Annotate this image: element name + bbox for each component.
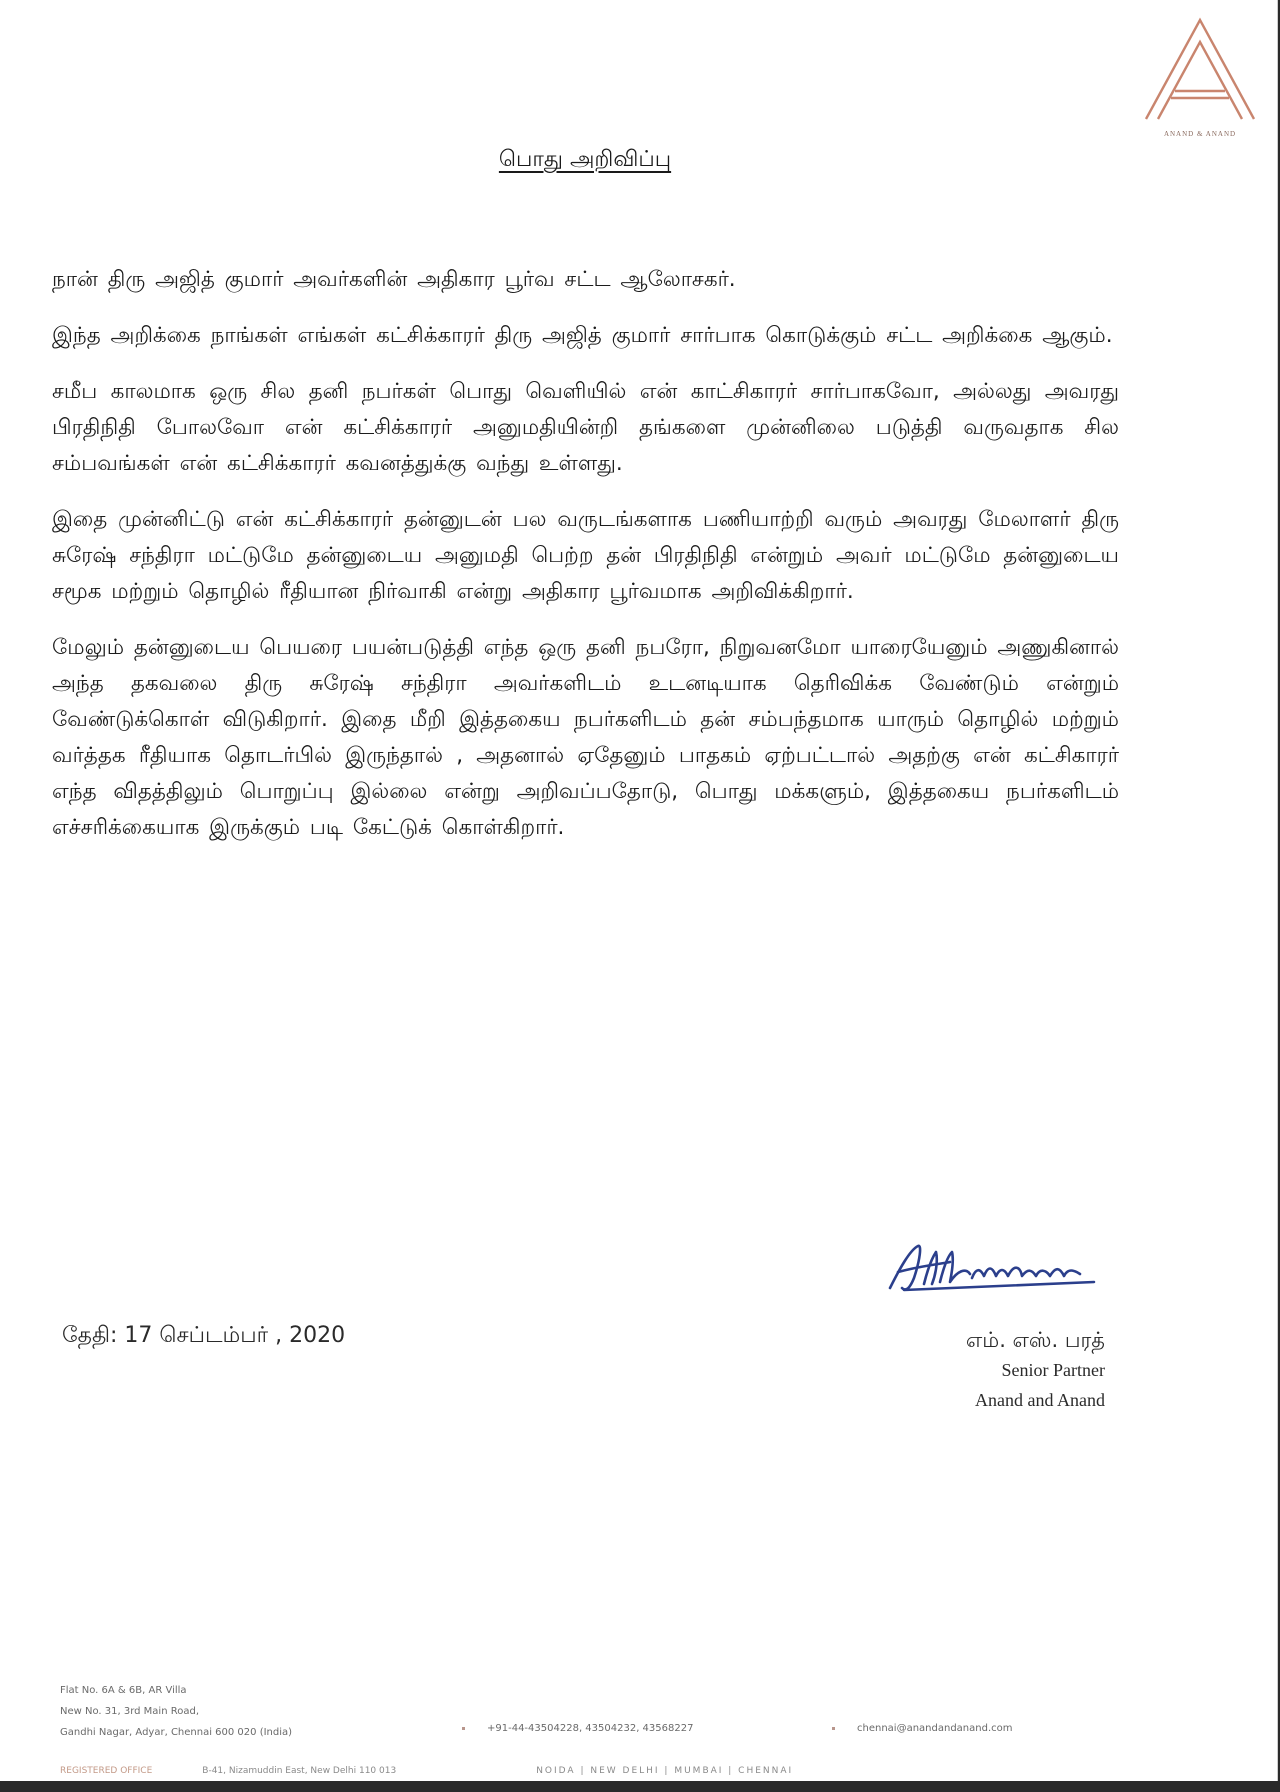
signer-name: எம். எஸ். பரத் bbox=[965, 1328, 1105, 1352]
paragraph-3: சமீப காலமாக ஒரு சில தனி நபர்கள் பொது வெளியில் என் காட்சிகாரர் சார்பாகவோ, அல்லது அவரது பிரதிநிதி போலவோ என் கட்சிக்காரர் அனுமதியின்றி தங்களை முன்னிலை படுத்தி வருவதாக சில சம்பவங்கள் என் கட்சிக்காரர் கவனத்துக்கு வந்து உள்ளது. bbox=[52, 379, 1119, 476]
office-cities: NOIDA | NEW DELHI | MUMBAI | CHENNAI bbox=[536, 1766, 794, 1776]
firm-logo bbox=[1138, 14, 1262, 142]
logo-text: ANAND & ANAND bbox=[1163, 130, 1237, 138]
notice-title-text: பொது அறிவிப்பு bbox=[498, 147, 672, 172]
address-line-2: New No. 31, 3rd Main Road, bbox=[60, 1706, 199, 1717]
notice-body bbox=[52, 262, 1119, 866]
paragraph-1: நான் திரு அஜித் குமார் அவர்களின் அதிகார பூர்வ சட்ட ஆலோசகர். bbox=[52, 267, 736, 292]
phone-text: +91-44-43504228, 43504232, 43568227 bbox=[487, 1723, 694, 1734]
handwritten-signature bbox=[880, 1238, 1110, 1298]
registered-office-address: B-41, Nizamuddin East, New Delhi 110 013 bbox=[202, 1766, 397, 1776]
footer-phone bbox=[462, 1723, 693, 1734]
footer-email bbox=[832, 1723, 1012, 1734]
paragraph-4: இதை முன்னிட்டு என் கட்சிக்காரர் தன்னுடன் பல வருடங்களாக பணியாற்றி வரும் அவரது மேலாளர் திரு சுரேஷ் சந்திரா மட்டுமே தன்னுடைய அனுமதி பெற்ற தன் பிரதிநிதி என்றும் அவர் மட்டுமே தன்னுடைய சமூக மற்றும் தொழில் ரீதியான நிர்வாகி என்று அதிகார பூர்வமாக அறிவிக்கிறார். bbox=[52, 507, 1119, 604]
footer-registered-office bbox=[60, 1766, 793, 1776]
notice-date: தேதி: 17 செப்டம்பர் , 2020 bbox=[62, 1323, 346, 1348]
registered-office-label: REGISTERED OFFICE bbox=[60, 1766, 153, 1776]
bullet-icon bbox=[832, 1727, 835, 1730]
address-line-1: Flat No. 6A & 6B, AR Villa bbox=[60, 1685, 187, 1696]
address-line-3: Gandhi Nagar, Adyar, Chennai 600 020 (India) bbox=[60, 1727, 293, 1738]
signer-block bbox=[966, 1325, 1105, 1415]
paragraph-5: மேலும் தன்னுடைய பெயரை பயன்படுத்தி எந்த ஒரு தனி நபரோ, நிறுவனமோ யாரையேனும் அணுகினால் அந்த தகவலை திரு சுரேஷ் சந்திரா அவர்களிடம் உடனடியாக தெரிவிக்க வேண்டும் என்றும் வேண்டுக்கொள் விடுகிறார். இதை மீறி இத்தகைய நபர்களிடம் தன் சம்பந்தமாக யாரும் தொழில் மற்றும் வர்த்தக ரீதியாக தொடர்பில் இருந்தால் , அதனால் ஏதேனும் பாதகம் ஏற்பட்டால் அதற்கு என் கட்சிகாரர் எந்த விதத்திலும் பொறுப்பு இல்லை என்று அறிவப்பதோடு, பொது மக்களும், இத்தகைய நபர்களிடம் எச்சரிக்கையாக இருக்கும் படி கேட்டுக் கொள்கிறார். bbox=[52, 635, 1119, 840]
footer-address bbox=[60, 1680, 292, 1743]
signature-icon bbox=[880, 1238, 1110, 1298]
notice-title bbox=[0, 147, 1170, 175]
signer-role: Senior Partner bbox=[1001, 1360, 1105, 1380]
signer-firm: Anand and Anand bbox=[975, 1390, 1105, 1410]
bullet-icon bbox=[462, 1727, 465, 1730]
paragraph-2: இந்த அறிக்கை நாங்கள் எங்கள் கட்சிக்காரர் திரு அஜித் குமார் சார்பாக கொடுக்கும் சட்ட அறிக்கை ஆகும். bbox=[52, 323, 1113, 348]
logo-a-mark-icon bbox=[1138, 14, 1262, 126]
email-text: chennai@anandandanand.com bbox=[857, 1723, 1013, 1734]
